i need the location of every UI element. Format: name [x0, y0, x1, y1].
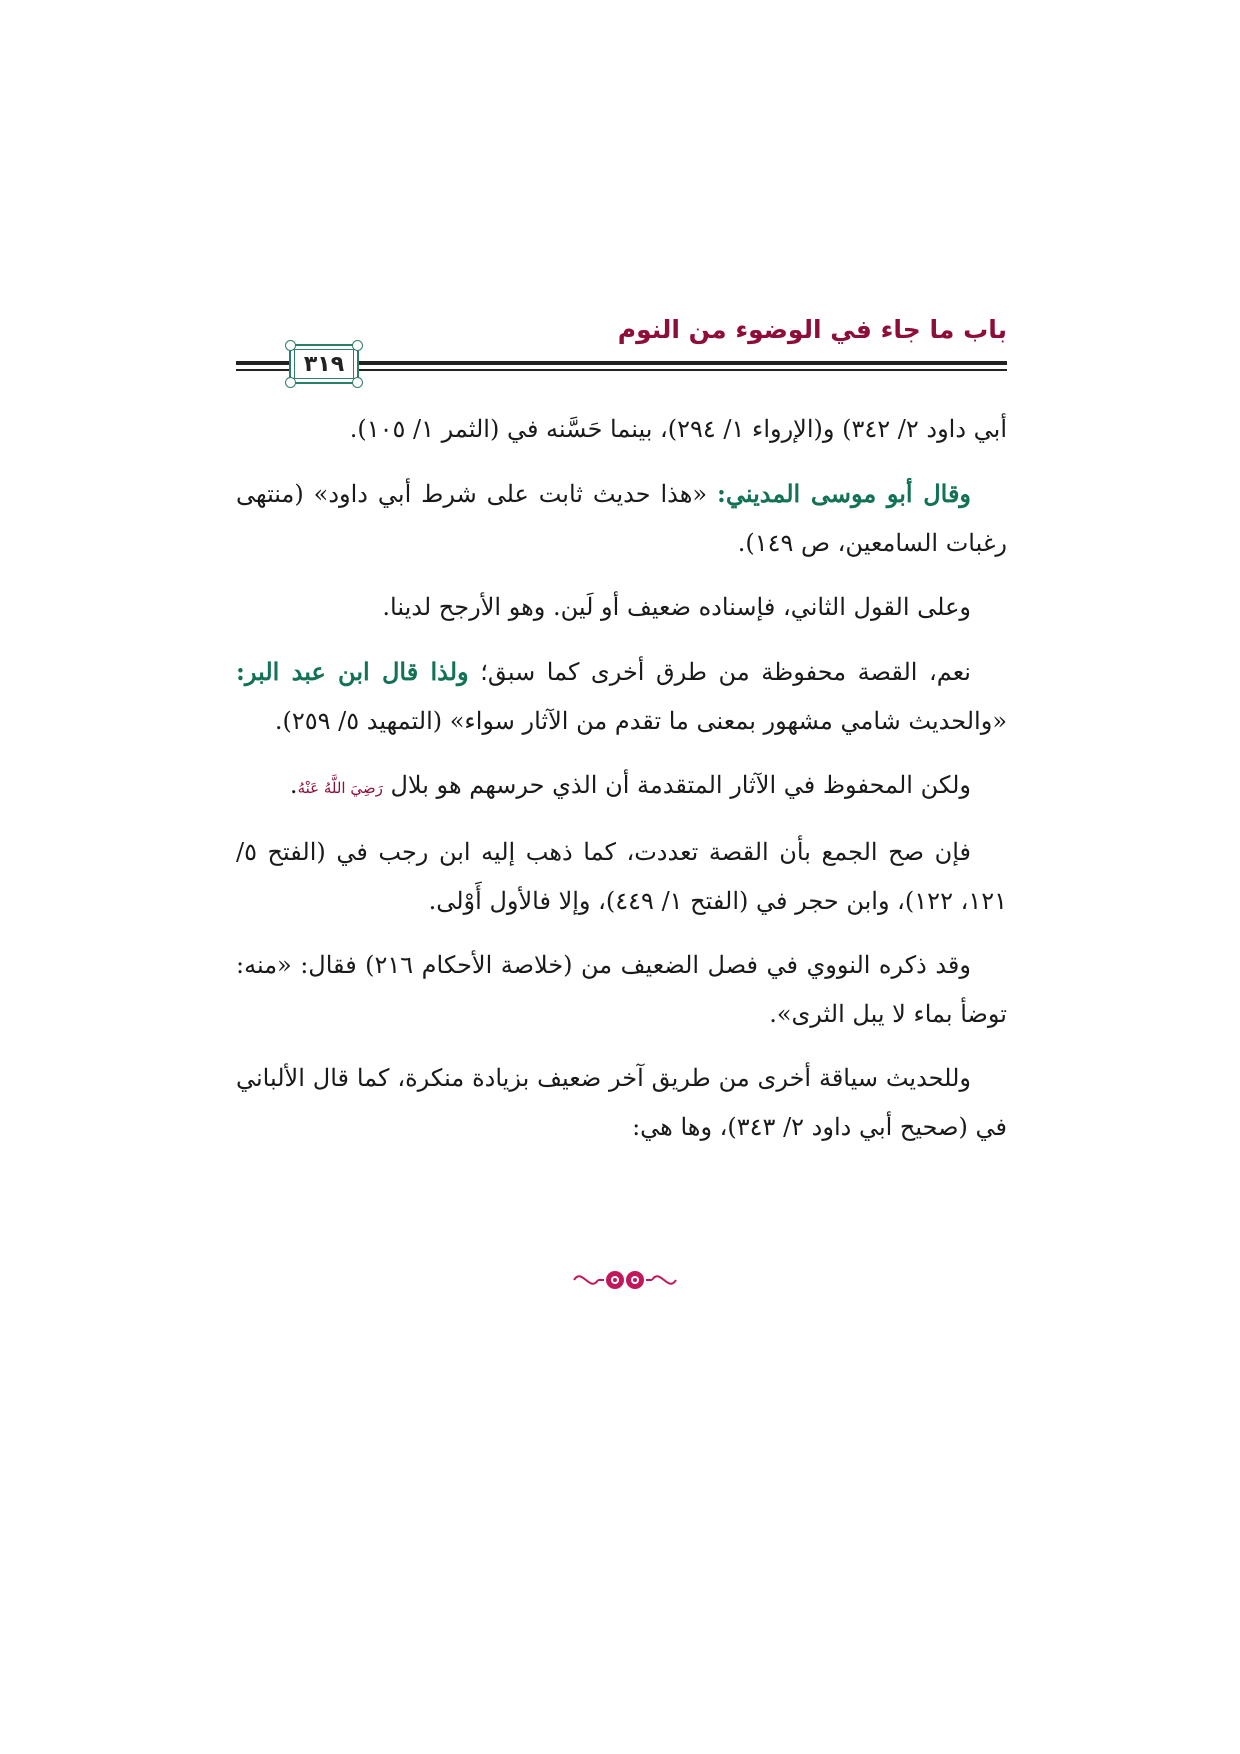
paragraph	[236, 583, 1007, 632]
page-number: ٣١٩	[303, 351, 345, 377]
paragraph	[236, 469, 1007, 568]
text-run: فإن صح الجمع بأن القصة تعددت، كما ذهب إليه ابن رجب في (الفتح ٥/ ١٢١، ١٢٢)، وابن حجر في (الفتح ١/ ٤٤٩)، وإلا فالأول أَوْلى.	[236, 838, 1007, 915]
paragraph	[236, 647, 1007, 746]
scholar-name-highlight: ولذا قال ابن عبد البر:	[236, 657, 469, 686]
badge-corner-ornament	[285, 340, 296, 351]
page-header	[236, 315, 1007, 395]
chapter-title: باب ما جاء في الوضوء من النوم	[617, 315, 1007, 344]
text-run: .	[289, 771, 298, 799]
floral-divider-icon	[570, 1263, 680, 1297]
body-text	[236, 405, 1007, 1167]
text-run: نعم، القصة محفوظة من طرق أخرى كما سبق؛	[468, 658, 971, 686]
text-run: أبي داود ٢/ ٣٤٢) و(الإرواء ١/ ٢٩٤)، بينما حَسَّنه في (الثمر ١/ ١٠٥).	[349, 415, 1007, 443]
badge-corner-ornament	[352, 377, 363, 388]
paragraph	[236, 761, 1007, 813]
text-run: وللحديث سياقة أخرى من طريق آخر ضعيف بزيادة منكرة، كما قال الألباني في (صحيح أبي داود ٢/ ٣٤٣)، وها هي:	[236, 1064, 1007, 1141]
honorific-glyph: رَضِيَ اللَّهُ عَنْهُ	[297, 779, 383, 797]
paragraph	[236, 1054, 1007, 1152]
paragraph	[236, 405, 1007, 454]
text-run: «والحديث شامي مشهور بمعنى ما تقدم من الآثار سواء» (التمهيد ٥/ ٢٥٩).	[274, 707, 1007, 735]
badge-corner-ornament	[352, 340, 363, 351]
badge-corner-ornament	[285, 377, 296, 388]
page-number-badge	[289, 344, 359, 384]
scholar-name-highlight: وقال أبو موسى المديني:	[716, 479, 972, 508]
text-run: ولكن المحفوظ في الآثار المتقدمة أن الذي حرسهم هو بلال	[382, 771, 971, 799]
paragraph	[236, 941, 1007, 1039]
text-run: «هذا حديث ثابت على شرط أبي داود» (منتهى رغبات السامعين، ص ١٤٩).	[236, 480, 1007, 557]
text-run: وقد ذكره النووي في فصل الضعيف من (خلاصة الأحكام ٢١٦) فقال: «منه: توضأ بماء لا يبل الثرى».	[236, 951, 1007, 1028]
paragraph	[236, 828, 1007, 926]
text-run: وعلى القول الثاني، فإسناده ضعيف أو لَين. وهو الأرجح لدينا.	[382, 593, 971, 621]
